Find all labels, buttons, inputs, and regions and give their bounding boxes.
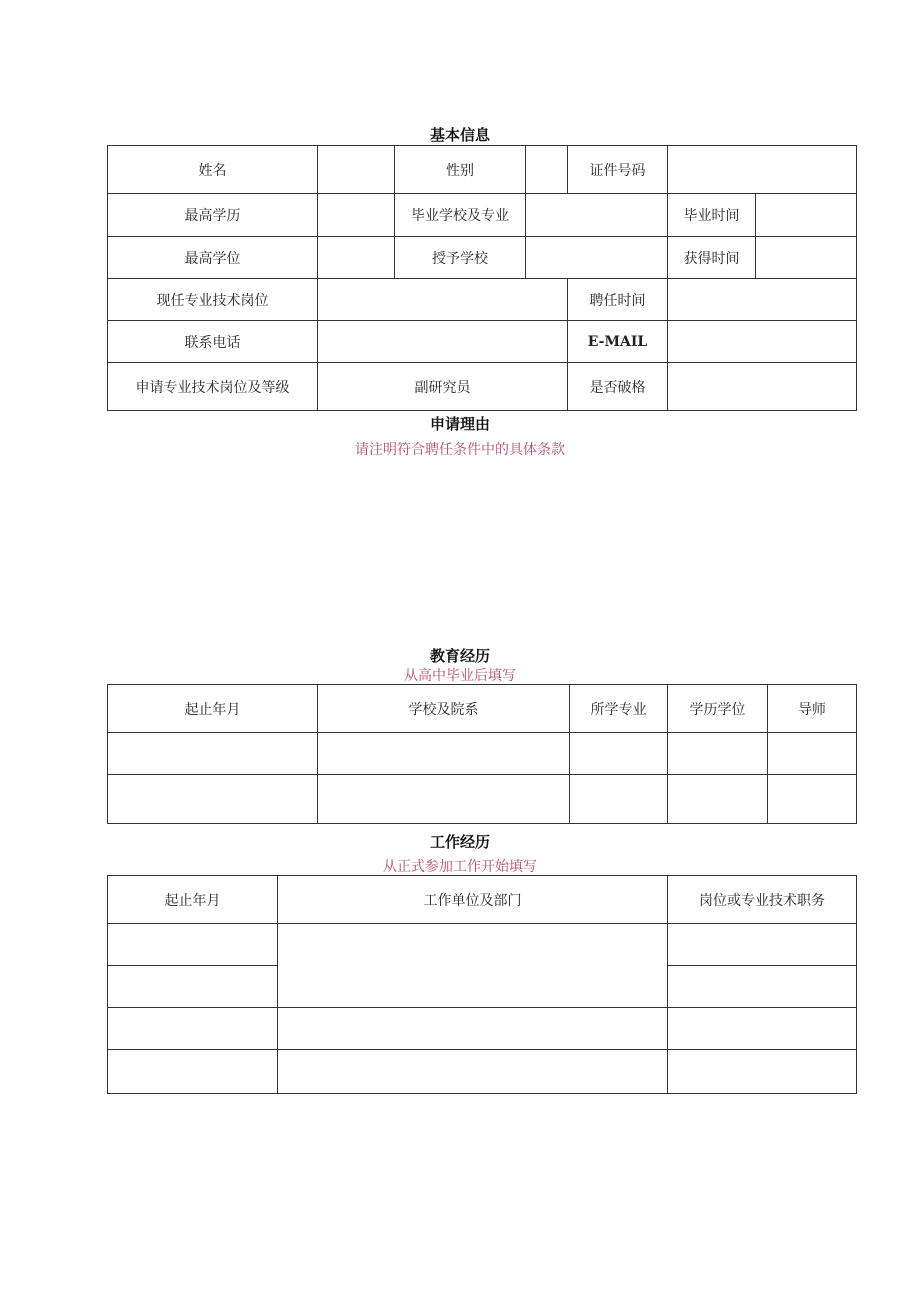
work-cell[interactable] — [278, 924, 668, 1008]
edu-cell[interactable] — [108, 733, 318, 775]
reason-title: 申请理由 — [429, 415, 490, 433]
position-label: 现任专业技术岗位 — [108, 279, 318, 321]
edu-header-degree: 学历学位 — [668, 685, 768, 733]
position-field[interactable] — [318, 279, 568, 321]
work-title: 工作经历 — [429, 833, 490, 851]
edu-cell[interactable] — [570, 733, 668, 775]
work-header-position: 岗位或专业技术职务 — [668, 876, 857, 924]
table-row — [108, 775, 857, 824]
gender-field[interactable] — [526, 146, 568, 194]
edu-cell[interactable] — [768, 775, 857, 824]
edu-cell[interactable] — [570, 775, 668, 824]
work-cell[interactable] — [668, 924, 857, 966]
basic-info-table — [107, 145, 857, 411]
school-major-label: 毕业学校及专业 — [395, 194, 526, 237]
grad-time-field[interactable] — [756, 194, 857, 237]
grad-time-label: 毕业时间 — [668, 194, 756, 237]
email-field[interactable] — [668, 321, 857, 363]
name-field[interactable] — [318, 146, 395, 194]
work-cell[interactable] — [668, 1008, 857, 1050]
edu-cell[interactable] — [668, 733, 768, 775]
edu-header-advisor: 导师 — [768, 685, 857, 733]
school-major-field[interactable] — [526, 194, 668, 237]
table-row — [108, 1050, 857, 1094]
work-cell[interactable] — [108, 1050, 278, 1094]
hire-time-field[interactable] — [668, 279, 857, 321]
obtain-time-field[interactable] — [756, 237, 857, 279]
education-table — [107, 684, 857, 824]
name-label: 姓名 — [108, 146, 318, 194]
reason-hint: 请注明符合聘任条件中的具体条款 — [355, 442, 565, 458]
exception-label: 是否破格 — [568, 363, 668, 411]
work-header-unit: 工作单位及部门 — [278, 876, 668, 924]
work-cell[interactable] — [278, 1050, 668, 1094]
edu-cell[interactable] — [668, 775, 768, 824]
hire-time-label: 聘任时间 — [568, 279, 668, 321]
table-row — [108, 733, 857, 775]
edu-label: 最高学历 — [108, 194, 318, 237]
id-label: 证件号码 — [568, 146, 668, 194]
table-row — [108, 924, 857, 966]
apply-value[interactable]: 副研究员 — [318, 363, 568, 411]
gender-label: 性别 — [395, 146, 526, 194]
work-cell[interactable] — [278, 1008, 668, 1050]
obtain-time-label: 获得时间 — [668, 237, 756, 279]
work-cell[interactable] — [108, 1008, 278, 1050]
edu-cell[interactable] — [318, 775, 570, 824]
edu-header-school: 学校及院系 — [318, 685, 570, 733]
exception-field[interactable] — [668, 363, 857, 411]
education-hint: 从高中毕业后填写 — [404, 668, 516, 684]
degree-label: 最高学位 — [108, 237, 318, 279]
email-label: E-MAIL — [568, 321, 668, 363]
work-hint: 从正式参加工作开始填写 — [383, 859, 537, 875]
edu-cell[interactable] — [768, 733, 857, 775]
edu-header-major: 所学专业 — [570, 685, 668, 733]
work-cell[interactable] — [668, 1050, 857, 1094]
id-field[interactable] — [668, 146, 857, 194]
grant-school-field[interactable] — [526, 237, 668, 279]
edu-cell[interactable] — [318, 733, 570, 775]
basic-info-title: 基本信息 — [429, 126, 490, 144]
work-cell[interactable] — [108, 966, 278, 1008]
work-cell[interactable] — [108, 924, 278, 966]
work-cell[interactable] — [668, 966, 857, 1008]
edu-header-period: 起止年月 — [108, 685, 318, 733]
table-row — [108, 1008, 857, 1050]
degree-field[interactable] — [318, 237, 395, 279]
grant-school-label: 授予学校 — [395, 237, 526, 279]
apply-label: 申请专业技术岗位及等级 — [108, 363, 318, 411]
work-header-period: 起止年月 — [108, 876, 278, 924]
phone-label: 联系电话 — [108, 321, 318, 363]
work-table — [107, 875, 857, 1094]
edu-cell[interactable] — [108, 775, 318, 824]
edu-field[interactable] — [318, 194, 395, 237]
phone-field[interactable] — [318, 321, 568, 363]
education-title: 教育经历 — [429, 647, 490, 665]
